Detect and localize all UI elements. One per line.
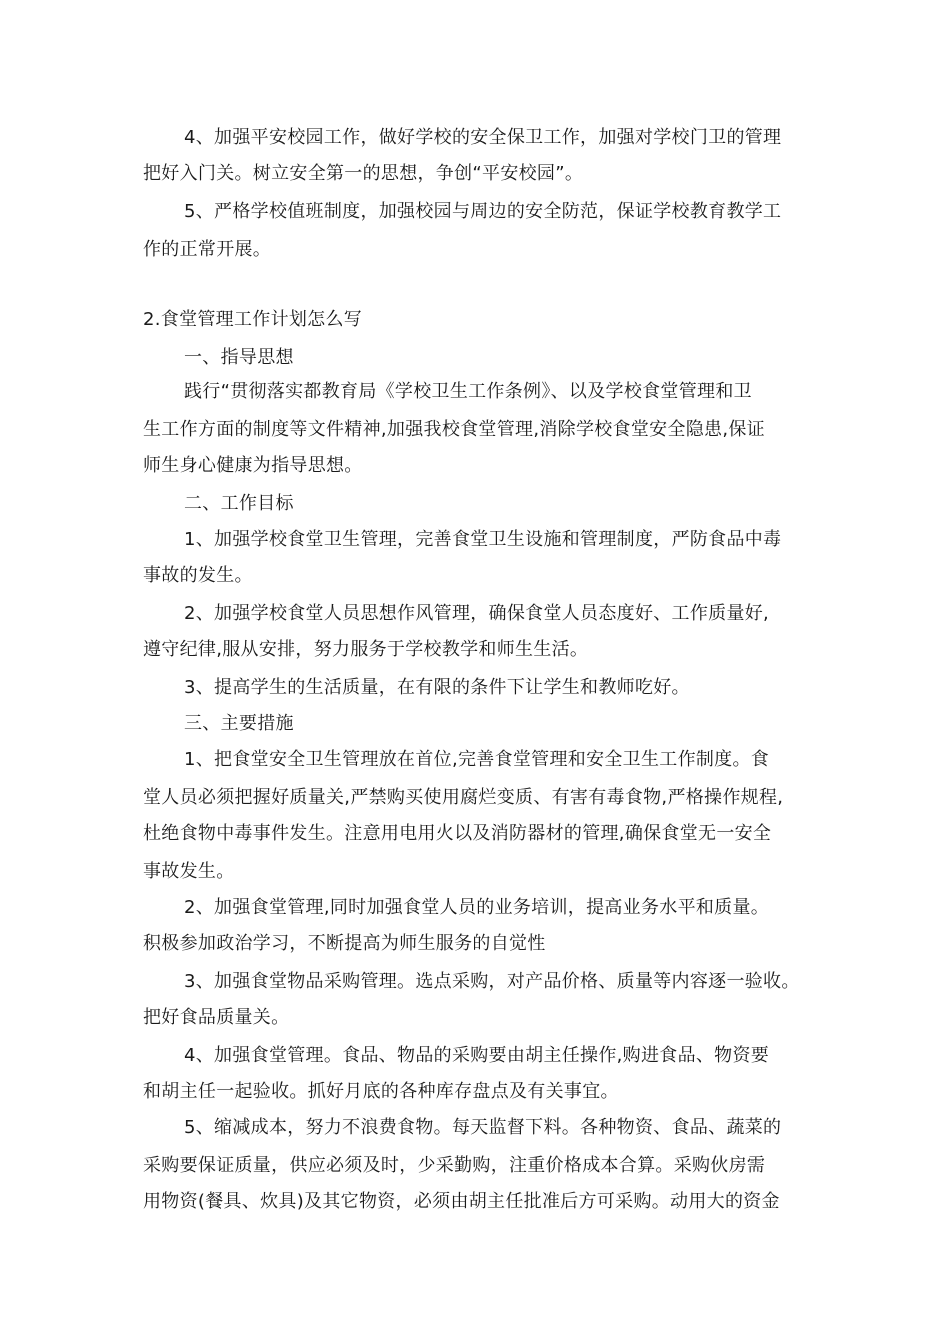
paragraph-7-line-0: 2、加强学校食堂人员思想作风管理，确保食堂人员态度好、工作质量好, [184,603,770,624]
subheading-main-measures: 三、主要措施 [184,713,294,734]
paragraph-7-line-1: 遵守纪律,服从安排，努力服务于学校教学和师生生活。 [143,639,589,660]
subheading-work-goals: 二、工作目标 [184,493,294,514]
paragraph-13-line-1: 和胡主任一起验收。抓好月底的各种库存盘点及有关事宜。 [143,1081,619,1102]
paragraph-4-line-1: 生工作方面的制度等文件精神,加强我校食堂管理,消除学校食堂安全隐患,保证 [143,419,765,440]
paragraph-10-line-2: 杜绝食物中毒事件发生。注意用电用火以及消防器材的管理,确保食堂无一安全 [143,823,772,844]
paragraph-6-line-0: 1、加强学校食堂卫生管理，完善食堂卫生设施和管理制度，严防食品中毒 [184,529,782,550]
paragraph-0-line-0: 4、加强平安校园工作，做好学校的安全保卫工作，加强对学校门卫的管理 [184,127,782,148]
paragraph-0-line-1: 把好入门关。树立安全第一的思想，争创“平安校园”。 [143,163,584,184]
paragraph-4-line-2: 师生身心健康为指导思想。 [143,455,363,476]
paragraph-8-line-0: 3、提高学生的生活质量，在有限的条件下让学生和教师吃好。 [184,677,690,698]
paragraph-6-line-1: 事故的发生。 [143,565,253,586]
paragraph-10-line-1: 堂人员必须把握好质量关,严禁购买使用腐烂变质、有害有毒食物,严格操作规程, [143,787,784,808]
paragraph-14-line-0: 5、缩减成本，努力不浪费食物。每天监督下料。各种物资、食品、蔬菜的 [184,1117,782,1138]
paragraph-1-line-0: 5、严格学校值班制度，加强校园与周边的安全防范，保证学校教育教学工 [184,201,782,222]
paragraph-1-line-1: 作的正常开展。 [143,239,272,260]
paragraph-13-line-0: 4、加强食堂管理。食品、物品的采购要由胡主任操作,购进食品、物资要 [184,1045,770,1066]
paragraph-14-line-1: 采购要保证质量，供应必须及时，少采勤购，注重价格成本合算。采购伙房需 [143,1155,766,1176]
paragraph-14-line-2: 用物资(餐具、炊具)及其它物资，必须由胡主任批准后方可采购。动用大的资金 [143,1191,780,1212]
paragraph-10-line-0: 1、把食堂安全卫生管理放在首位,完善食堂管理和安全卫生工作制度。食 [184,749,770,770]
paragraph-12-line-0: 3、加强食堂物品采购管理。选点采购，对产品价格、质量等内容逐一验收。 [184,971,800,992]
paragraph-11-line-1: 积极参加政治学习，不断提高为师生服务的自觉性 [143,933,546,954]
paragraph-12-line-1: 把好食品质量关。 [143,1007,290,1028]
paragraph-10-line-3: 事故发生。 [143,861,235,882]
subheading-guiding-ideology: 一、指导思想 [184,347,294,368]
paragraph-4-line-0: 践行“贯彻落实都教育局《学校卫生工作条例》、以及学校食堂管理和卫 [184,381,752,402]
paragraph-11-line-0: 2、加强食堂管理,同时加强食堂人员的业务培训，提高业务水平和质量。 [184,897,770,918]
section-heading: 2.食堂管理工作计划怎么写 [143,309,363,330]
